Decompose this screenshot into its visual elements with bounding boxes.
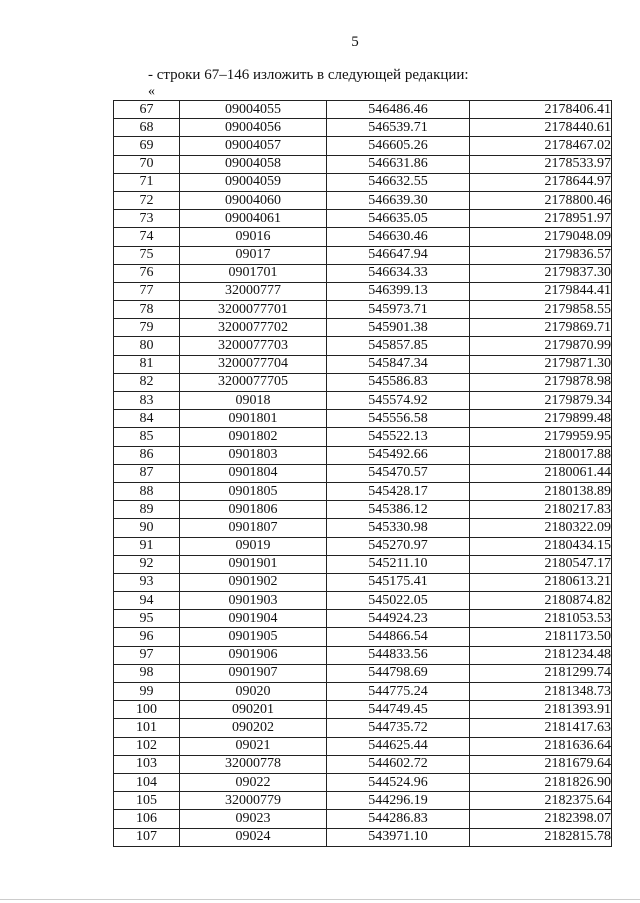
point-id-cell: 0901907 — [180, 664, 327, 682]
table-row — [114, 501, 612, 519]
point-id-cell: 3200077704 — [180, 355, 327, 373]
point-id-cell: 0901701 — [180, 264, 327, 282]
table-row — [114, 828, 612, 846]
x-coordinate-cell: 545470.57 — [327, 464, 470, 482]
x-coordinate-cell: 545386.12 — [327, 501, 470, 519]
y-coordinate-cell: 2178951.97 — [470, 210, 612, 228]
row-number-cell: 107 — [114, 828, 180, 846]
x-coordinate-cell: 544735.72 — [327, 719, 470, 737]
point-id-cell: 32000779 — [180, 792, 327, 810]
table-row — [114, 373, 612, 391]
x-coordinate-cell: 545901.38 — [327, 319, 470, 337]
point-id-cell: 09004055 — [180, 101, 327, 119]
bottom-divider — [0, 899, 640, 900]
row-number-cell: 69 — [114, 137, 180, 155]
y-coordinate-cell: 2179899.48 — [470, 410, 612, 428]
row-number-cell: 97 — [114, 646, 180, 664]
point-id-cell: 0901804 — [180, 464, 327, 482]
y-coordinate-cell: 2181348.73 — [470, 683, 612, 701]
point-id-cell: 0901905 — [180, 628, 327, 646]
table-row — [114, 719, 612, 737]
point-id-cell: 09019 — [180, 537, 327, 555]
y-coordinate-cell: 2182398.07 — [470, 810, 612, 828]
table-row — [114, 537, 612, 555]
row-number-cell: 99 — [114, 683, 180, 701]
row-number-cell: 80 — [114, 337, 180, 355]
row-number-cell: 92 — [114, 555, 180, 573]
point-id-cell: 0901801 — [180, 410, 327, 428]
x-coordinate-cell: 545973.71 — [327, 301, 470, 319]
table-row — [114, 792, 612, 810]
x-coordinate-cell: 544866.54 — [327, 628, 470, 646]
y-coordinate-cell: 2181234.48 — [470, 646, 612, 664]
y-coordinate-cell: 2180138.89 — [470, 482, 612, 500]
point-id-cell: 0901906 — [180, 646, 327, 664]
point-id-cell: 09004056 — [180, 119, 327, 137]
row-number-cell: 88 — [114, 482, 180, 500]
y-coordinate-cell: 2180874.82 — [470, 592, 612, 610]
table-row — [114, 137, 612, 155]
x-coordinate-cell: 544524.96 — [327, 773, 470, 791]
x-coordinate-cell: 545175.41 — [327, 573, 470, 591]
table-row — [114, 646, 612, 664]
table-row — [114, 173, 612, 191]
y-coordinate-cell: 2180322.09 — [470, 519, 612, 537]
point-id-cell: 32000778 — [180, 755, 327, 773]
table-row — [114, 428, 612, 446]
x-coordinate-cell: 546486.46 — [327, 101, 470, 119]
table-row — [114, 592, 612, 610]
row-number-cell: 79 — [114, 319, 180, 337]
y-coordinate-cell: 2179869.71 — [470, 319, 612, 337]
point-id-cell: 0901904 — [180, 610, 327, 628]
point-id-cell: 09004057 — [180, 137, 327, 155]
point-id-cell: 09017 — [180, 246, 327, 264]
row-number-cell: 81 — [114, 355, 180, 373]
row-number-cell: 100 — [114, 701, 180, 719]
y-coordinate-cell: 2179870.99 — [470, 337, 612, 355]
table-row — [114, 519, 612, 537]
x-coordinate-cell: 544749.45 — [327, 701, 470, 719]
row-number-cell: 101 — [114, 719, 180, 737]
point-id-cell: 09004059 — [180, 173, 327, 191]
x-coordinate-cell: 546605.26 — [327, 137, 470, 155]
x-coordinate-cell: 544798.69 — [327, 664, 470, 682]
y-coordinate-cell: 2180547.17 — [470, 555, 612, 573]
x-coordinate-cell: 543971.10 — [327, 828, 470, 846]
row-number-cell: 93 — [114, 573, 180, 591]
x-coordinate-cell: 546635.05 — [327, 210, 470, 228]
row-number-cell: 102 — [114, 737, 180, 755]
x-coordinate-cell: 545847.34 — [327, 355, 470, 373]
row-number-cell: 75 — [114, 246, 180, 264]
table-row — [114, 610, 612, 628]
row-number-cell: 94 — [114, 592, 180, 610]
point-id-cell: 32000777 — [180, 282, 327, 300]
table-row — [114, 755, 612, 773]
point-id-cell: 09022 — [180, 773, 327, 791]
point-id-cell: 09020 — [180, 683, 327, 701]
row-number-cell: 96 — [114, 628, 180, 646]
row-number-cell: 106 — [114, 810, 180, 828]
page-number: 5 — [351, 34, 359, 50]
point-id-cell: 0901807 — [180, 519, 327, 537]
row-number-cell: 90 — [114, 519, 180, 537]
point-id-cell: 0901902 — [180, 573, 327, 591]
x-coordinate-cell: 546639.30 — [327, 191, 470, 209]
table-row — [114, 446, 612, 464]
y-coordinate-cell: 2181393.91 — [470, 701, 612, 719]
point-id-cell: 09018 — [180, 392, 327, 410]
x-coordinate-cell: 545211.10 — [327, 555, 470, 573]
x-coordinate-cell: 546630.46 — [327, 228, 470, 246]
y-coordinate-cell: 2180217.83 — [470, 501, 612, 519]
row-number-cell: 72 — [114, 191, 180, 209]
y-coordinate-cell: 2181679.64 — [470, 755, 612, 773]
table-row — [114, 683, 612, 701]
y-coordinate-cell: 2182815.78 — [470, 828, 612, 846]
x-coordinate-cell: 544833.56 — [327, 646, 470, 664]
x-coordinate-cell: 546647.94 — [327, 246, 470, 264]
point-id-cell: 0901806 — [180, 501, 327, 519]
x-coordinate-cell: 544775.24 — [327, 683, 470, 701]
y-coordinate-cell: 2178800.46 — [470, 191, 612, 209]
y-coordinate-cell: 2179878.98 — [470, 373, 612, 391]
point-id-cell: 090202 — [180, 719, 327, 737]
y-coordinate-cell: 2179048.09 — [470, 228, 612, 246]
x-coordinate-cell: 544602.72 — [327, 755, 470, 773]
table-row — [114, 319, 612, 337]
x-coordinate-cell: 546632.55 — [327, 173, 470, 191]
table-row — [114, 210, 612, 228]
x-coordinate-cell: 545022.05 — [327, 592, 470, 610]
y-coordinate-cell: 2180434.15 — [470, 537, 612, 555]
table-row — [114, 464, 612, 482]
row-number-cell: 82 — [114, 373, 180, 391]
coordinates-table-body — [114, 101, 612, 847]
table-row — [114, 392, 612, 410]
y-coordinate-cell: 2179836.57 — [470, 246, 612, 264]
x-coordinate-cell: 545586.83 — [327, 373, 470, 391]
y-coordinate-cell: 2179959.95 — [470, 428, 612, 446]
point-id-cell: 0901903 — [180, 592, 327, 610]
coordinates-table — [113, 100, 612, 847]
row-number-cell: 104 — [114, 773, 180, 791]
table-row — [114, 664, 612, 682]
point-id-cell: 3200077705 — [180, 373, 327, 391]
x-coordinate-cell: 545574.92 — [327, 392, 470, 410]
table-row — [114, 628, 612, 646]
opening-quote-mark: « — [148, 84, 155, 99]
y-coordinate-cell: 2179871.30 — [470, 355, 612, 373]
row-number-cell: 103 — [114, 755, 180, 773]
y-coordinate-cell: 2180061.44 — [470, 464, 612, 482]
row-number-cell: 67 — [114, 101, 180, 119]
intro-text: - строки 67–146 изложить в следующей редакции: — [148, 67, 469, 83]
point-id-cell: 3200077702 — [180, 319, 327, 337]
row-number-cell: 86 — [114, 446, 180, 464]
table-row — [114, 410, 612, 428]
row-number-cell: 68 — [114, 119, 180, 137]
y-coordinate-cell: 2181053.53 — [470, 610, 612, 628]
row-number-cell: 73 — [114, 210, 180, 228]
point-id-cell: 09004060 — [180, 191, 327, 209]
y-coordinate-cell: 2181636.64 — [470, 737, 612, 755]
row-number-cell: 85 — [114, 428, 180, 446]
table-row — [114, 737, 612, 755]
x-coordinate-cell: 545428.17 — [327, 482, 470, 500]
table-row — [114, 555, 612, 573]
point-id-cell: 3200077701 — [180, 301, 327, 319]
point-id-cell: 09016 — [180, 228, 327, 246]
y-coordinate-cell: 2179844.41 — [470, 282, 612, 300]
table-row — [114, 155, 612, 173]
table-row — [114, 246, 612, 264]
x-coordinate-cell: 544286.83 — [327, 810, 470, 828]
row-number-cell: 70 — [114, 155, 180, 173]
table-row — [114, 701, 612, 719]
row-number-cell: 98 — [114, 664, 180, 682]
table-row — [114, 228, 612, 246]
y-coordinate-cell: 2180017.88 — [470, 446, 612, 464]
table-row — [114, 773, 612, 791]
x-coordinate-cell: 545857.85 — [327, 337, 470, 355]
y-coordinate-cell: 2180613.21 — [470, 573, 612, 591]
y-coordinate-cell: 2179837.30 — [470, 264, 612, 282]
y-coordinate-cell: 2178533.97 — [470, 155, 612, 173]
point-id-cell: 0901901 — [180, 555, 327, 573]
y-coordinate-cell: 2178644.97 — [470, 173, 612, 191]
point-id-cell: 090201 — [180, 701, 327, 719]
y-coordinate-cell: 2181173.50 — [470, 628, 612, 646]
point-id-cell: 3200077703 — [180, 337, 327, 355]
y-coordinate-cell: 2178467.02 — [470, 137, 612, 155]
x-coordinate-cell: 546634.33 — [327, 264, 470, 282]
x-coordinate-cell: 546539.71 — [327, 119, 470, 137]
row-number-cell: 95 — [114, 610, 180, 628]
x-coordinate-cell: 545492.66 — [327, 446, 470, 464]
table-row — [114, 482, 612, 500]
point-id-cell: 09023 — [180, 810, 327, 828]
row-number-cell: 105 — [114, 792, 180, 810]
point-id-cell: 09004058 — [180, 155, 327, 173]
y-coordinate-cell: 2178440.61 — [470, 119, 612, 137]
x-coordinate-cell: 544924.23 — [327, 610, 470, 628]
table-row — [114, 119, 612, 137]
x-coordinate-cell: 546399.13 — [327, 282, 470, 300]
row-number-cell: 77 — [114, 282, 180, 300]
table-row — [114, 282, 612, 300]
y-coordinate-cell: 2181417.63 — [470, 719, 612, 737]
x-coordinate-cell: 546631.86 — [327, 155, 470, 173]
row-number-cell: 78 — [114, 301, 180, 319]
y-coordinate-cell: 2181826.90 — [470, 773, 612, 791]
table-row — [114, 101, 612, 119]
row-number-cell: 87 — [114, 464, 180, 482]
y-coordinate-cell: 2181299.74 — [470, 664, 612, 682]
table-row — [114, 810, 612, 828]
point-id-cell: 09004061 — [180, 210, 327, 228]
row-number-cell: 89 — [114, 501, 180, 519]
x-coordinate-cell: 545330.98 — [327, 519, 470, 537]
point-id-cell: 0901802 — [180, 428, 327, 446]
y-coordinate-cell: 2182375.64 — [470, 792, 612, 810]
row-number-cell: 83 — [114, 392, 180, 410]
table-row — [114, 264, 612, 282]
x-coordinate-cell: 544625.44 — [327, 737, 470, 755]
table-row — [114, 301, 612, 319]
x-coordinate-cell: 544296.19 — [327, 792, 470, 810]
row-number-cell: 74 — [114, 228, 180, 246]
table-row — [114, 355, 612, 373]
row-number-cell: 84 — [114, 410, 180, 428]
x-coordinate-cell: 545270.97 — [327, 537, 470, 555]
y-coordinate-cell: 2179879.34 — [470, 392, 612, 410]
point-id-cell: 09024 — [180, 828, 327, 846]
point-id-cell: 09021 — [180, 737, 327, 755]
row-number-cell: 76 — [114, 264, 180, 282]
y-coordinate-cell: 2179858.55 — [470, 301, 612, 319]
y-coordinate-cell: 2178406.41 — [470, 101, 612, 119]
row-number-cell: 91 — [114, 537, 180, 555]
table-row — [114, 191, 612, 209]
x-coordinate-cell: 545556.58 — [327, 410, 470, 428]
point-id-cell: 0901805 — [180, 482, 327, 500]
point-id-cell: 0901803 — [180, 446, 327, 464]
table-row — [114, 337, 612, 355]
row-number-cell: 71 — [114, 173, 180, 191]
x-coordinate-cell: 545522.13 — [327, 428, 470, 446]
table-row — [114, 573, 612, 591]
